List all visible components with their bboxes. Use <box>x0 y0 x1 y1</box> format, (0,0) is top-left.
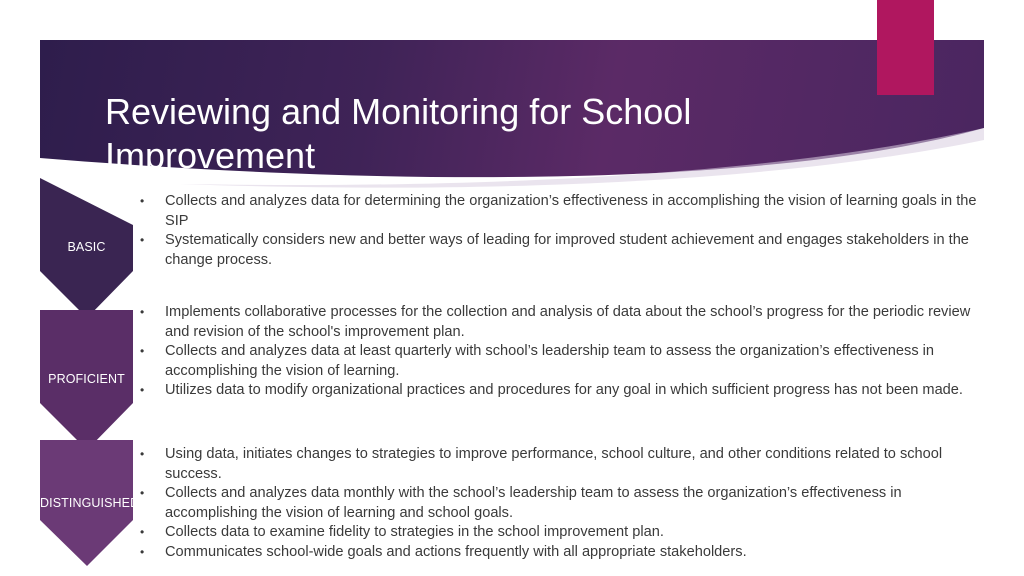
bullet-dot: • <box>140 233 145 247</box>
bullet-text: Systematically considers new and better ways of leading for improved student achievement and engages stakeholders in the change process. <box>165 232 969 268</box>
accent-tab <box>877 0 934 95</box>
bullet-dot: • <box>140 486 145 500</box>
list-item <box>140 523 980 543</box>
bullet-text: Utilizes data to modify organizational practices and procedures for any goal in which sufficient progress has not been made. <box>165 382 963 398</box>
list-item <box>140 192 980 231</box>
slide-title: Reviewing and Monitoring for School Improvement <box>105 91 692 177</box>
list-item <box>140 231 980 270</box>
list-item <box>140 303 980 342</box>
bullet-list-proficient <box>140 303 980 401</box>
list-item <box>140 445 980 484</box>
bullet-list-distinguished <box>140 445 980 562</box>
bullet-text: Using data, initiates changes to strategies to improve performance, school culture, and other conditions related to school success. <box>165 446 943 482</box>
level-label-proficient: PROFICIENT <box>48 372 125 386</box>
list-item <box>140 484 980 523</box>
list-item <box>140 543 980 563</box>
bullet-dot: • <box>140 305 145 319</box>
bullet-dot: • <box>140 383 145 397</box>
bullet-dot: • <box>140 544 145 559</box>
level-label-distinguished: DISTINGUISHED <box>40 496 140 510</box>
bullet-list-basic <box>140 192 980 270</box>
bullet-dot: • <box>140 194 145 208</box>
bullet-text: Collects and analyzes data monthly with the school’s leadership team to assess the organization’s effectiveness in accomplishing the vision of learning and school goals. <box>165 485 902 521</box>
bullet-dot: • <box>140 447 145 461</box>
bullet-dot: • <box>140 525 145 539</box>
list-item <box>140 381 980 401</box>
level-label-basic: BASIC <box>67 240 106 254</box>
bullet-text: Collects data to examine fidelity to strategies in the school improvement plan. <box>165 524 664 540</box>
bullet-text: Communicates school-wide goals and actions frequently with all appropriate stakeholders. <box>165 543 747 560</box>
level-chevron-proficient <box>40 310 133 450</box>
bullet-text: Implements collaborative processes for the collection and analysis of data about the school’s progress for the periodic review and revision of the school's improvement plan. <box>165 304 971 340</box>
list-item <box>140 342 980 381</box>
level-chevron-basic <box>40 178 133 318</box>
bullet-text: Collects and analyzes data at least quarterly with school’s leadership team to assess the organization’s effectiveness in accomplishing the vision of learning. <box>165 343 935 379</box>
level-chevron-distinguished <box>40 440 140 566</box>
bullet-text: Collects and analyzes data for determining the organization’s effectiveness in accomplishing the vision of learning goals in the SIP <box>165 193 977 229</box>
bullet-dot: • <box>140 344 145 358</box>
